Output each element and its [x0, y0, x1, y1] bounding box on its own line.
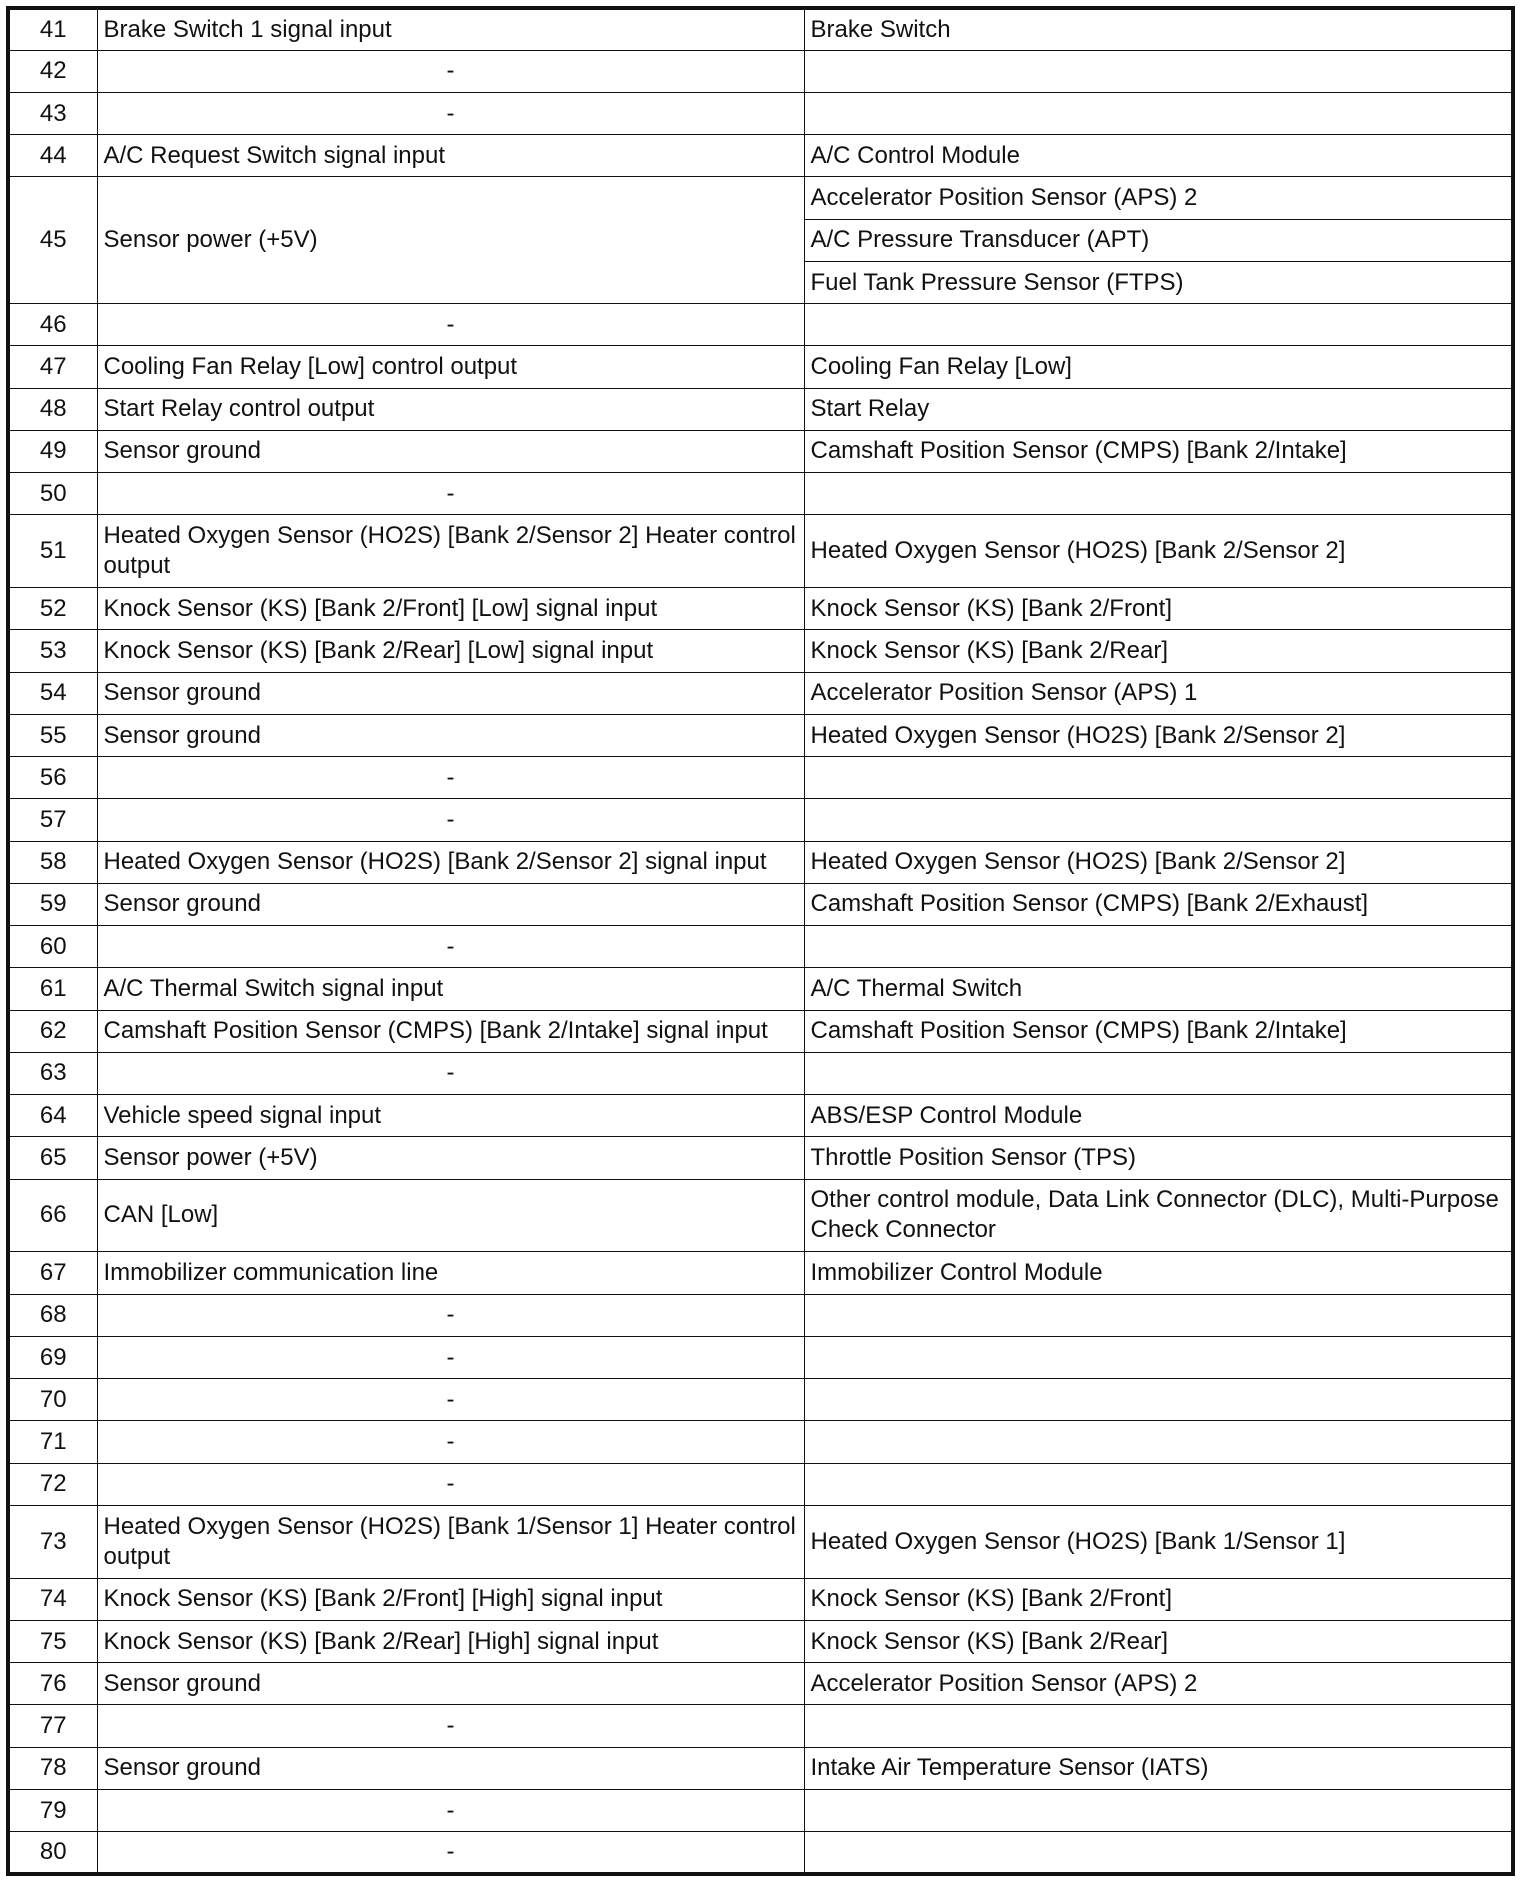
- table-row: [8, 883, 1513, 925]
- description-cell: Start Relay control output: [97, 388, 804, 430]
- table-row: [8, 1663, 1513, 1705]
- connected-to-cell: [804, 1052, 1513, 1094]
- connected-to-cell: Camshaft Position Sensor (CMPS) [Bank 2/Intake]: [804, 430, 1513, 472]
- pin-number-cell: 66: [8, 1179, 97, 1252]
- table-row: [8, 1379, 1513, 1421]
- pin-number-cell: 48: [8, 388, 97, 430]
- pin-number-cell: 42: [8, 50, 97, 92]
- description-cell: Heated Oxygen Sensor (HO2S) [Bank 1/Sensor 1] Heater control output: [97, 1505, 804, 1578]
- connected-to-cell: Other control module, Data Link Connector (DLC), Multi-Purpose Check Connector: [804, 1179, 1513, 1252]
- pin-number-cell: 50: [8, 473, 97, 515]
- pin-number-cell: 74: [8, 1578, 97, 1620]
- connected-to-cell: Knock Sensor (KS) [Bank 2/Rear]: [804, 630, 1513, 672]
- pin-table-body: [8, 8, 1513, 1874]
- pin-number-cell: 60: [8, 926, 97, 968]
- connected-to-cell: Heated Oxygen Sensor (HO2S) [Bank 2/Sensor 2]: [804, 515, 1513, 588]
- table-row: [8, 388, 1513, 430]
- description-cell: -: [97, 799, 804, 841]
- table-row: [8, 430, 1513, 472]
- pin-number-cell: 41: [8, 8, 97, 50]
- description-cell: -: [97, 1705, 804, 1747]
- connected-to-cell: Accelerator Position Sensor (APS) 2: [804, 177, 1513, 219]
- table-row: [8, 1578, 1513, 1620]
- pin-number-cell: 54: [8, 672, 97, 714]
- table-row: [8, 346, 1513, 388]
- description-cell: -: [97, 50, 804, 92]
- description-cell: -: [97, 757, 804, 799]
- pin-number-cell: 53: [8, 630, 97, 672]
- description-cell: -: [97, 1294, 804, 1336]
- connected-to-cell: A/C Thermal Switch: [804, 968, 1513, 1010]
- connected-to-cell: [804, 1789, 1513, 1831]
- description-cell: Sensor ground: [97, 430, 804, 472]
- pin-number-cell: 43: [8, 92, 97, 134]
- description-cell: -: [97, 1789, 804, 1831]
- table-row: [8, 1463, 1513, 1505]
- description-cell: A/C Request Switch signal input: [97, 135, 804, 177]
- table-row: [8, 1789, 1513, 1831]
- description-cell: -: [97, 304, 804, 346]
- description-cell: -: [97, 1832, 804, 1874]
- pin-number-cell: 59: [8, 883, 97, 925]
- description-cell: Sensor ground: [97, 1747, 804, 1789]
- pin-number-cell: 75: [8, 1621, 97, 1663]
- connected-to-cell: [804, 1379, 1513, 1421]
- description-cell: Heated Oxygen Sensor (HO2S) [Bank 2/Sensor 2] signal input: [97, 841, 804, 883]
- connected-to-cell: [804, 1294, 1513, 1336]
- pin-number-cell: 45: [8, 177, 97, 304]
- pin-number-cell: 79: [8, 1789, 97, 1831]
- pin-number-cell: 70: [8, 1379, 97, 1421]
- pin-number-cell: 51: [8, 515, 97, 588]
- connected-to-cell: [804, 1705, 1513, 1747]
- description-cell: Sensor ground: [97, 883, 804, 925]
- connected-to-cell: Intake Air Temperature Sensor (IATS): [804, 1747, 1513, 1789]
- connected-to-cell: Accelerator Position Sensor (APS) 2: [804, 1663, 1513, 1705]
- connected-to-cell: Fuel Tank Pressure Sensor (FTPS): [804, 261, 1513, 303]
- description-cell: -: [97, 473, 804, 515]
- description-cell: Sensor ground: [97, 1663, 804, 1705]
- table-row: [8, 1095, 1513, 1137]
- table-row: [8, 1336, 1513, 1378]
- pin-number-cell: 71: [8, 1421, 97, 1463]
- pin-number-cell: 80: [8, 1832, 97, 1874]
- pin-number-cell: 55: [8, 714, 97, 756]
- pin-number-cell: 69: [8, 1336, 97, 1378]
- pin-number-cell: 65: [8, 1137, 97, 1179]
- table-row: [8, 1052, 1513, 1094]
- description-cell: -: [97, 1421, 804, 1463]
- description-cell: Immobilizer communication line: [97, 1252, 804, 1294]
- description-cell: Camshaft Position Sensor (CMPS) [Bank 2/Intake] signal input: [97, 1010, 804, 1052]
- connected-to-cell: Camshaft Position Sensor (CMPS) [Bank 2/Exhaust]: [804, 883, 1513, 925]
- table-row: [8, 588, 1513, 630]
- connected-to-cell: [804, 1832, 1513, 1874]
- connected-to-cell: [804, 1336, 1513, 1378]
- description-cell: Knock Sensor (KS) [Bank 2/Rear] [Low] signal input: [97, 630, 804, 672]
- table-row: [8, 1421, 1513, 1463]
- description-cell: Vehicle speed signal input: [97, 1095, 804, 1137]
- table-row: [8, 135, 1513, 177]
- table-row: [8, 1705, 1513, 1747]
- table-row: [8, 1505, 1513, 1578]
- connected-to-cell: Start Relay: [804, 388, 1513, 430]
- connected-to-cell: Heated Oxygen Sensor (HO2S) [Bank 1/Sensor 1]: [804, 1505, 1513, 1578]
- table-row: [8, 1137, 1513, 1179]
- table-row: [8, 757, 1513, 799]
- connected-to-cell: Camshaft Position Sensor (CMPS) [Bank 2/Intake]: [804, 1010, 1513, 1052]
- pin-number-cell: 76: [8, 1663, 97, 1705]
- description-cell: -: [97, 1463, 804, 1505]
- table-row: [8, 841, 1513, 883]
- table-row: [8, 8, 1513, 50]
- pin-number-cell: 67: [8, 1252, 97, 1294]
- description-cell: Sensor ground: [97, 714, 804, 756]
- connected-to-cell: ABS/ESP Control Module: [804, 1095, 1513, 1137]
- pin-number-cell: 61: [8, 968, 97, 1010]
- description-cell: Sensor power (+5V): [97, 177, 804, 304]
- pin-number-cell: 56: [8, 757, 97, 799]
- connected-to-cell: [804, 50, 1513, 92]
- connected-to-cell: Cooling Fan Relay [Low]: [804, 346, 1513, 388]
- pin-number-cell: 52: [8, 588, 97, 630]
- pin-number-cell: 46: [8, 304, 97, 346]
- pin-number-cell: 68: [8, 1294, 97, 1336]
- table-row: [8, 672, 1513, 714]
- connected-to-cell: Knock Sensor (KS) [Bank 2/Rear]: [804, 1621, 1513, 1663]
- description-cell: Knock Sensor (KS) [Bank 2/Front] [Low] signal input: [97, 588, 804, 630]
- description-cell: A/C Thermal Switch signal input: [97, 968, 804, 1010]
- table-row: [8, 1010, 1513, 1052]
- connected-to-cell: Immobilizer Control Module: [804, 1252, 1513, 1294]
- table-row: [8, 515, 1513, 588]
- connected-to-cell: Knock Sensor (KS) [Bank 2/Front]: [804, 1578, 1513, 1620]
- connected-to-cell: Knock Sensor (KS) [Bank 2/Front]: [804, 588, 1513, 630]
- connected-to-cell: [804, 304, 1513, 346]
- description-cell: Knock Sensor (KS) [Bank 2/Rear] [High] signal input: [97, 1621, 804, 1663]
- connected-to-cell: A/C Control Module: [804, 135, 1513, 177]
- description-cell: -: [97, 926, 804, 968]
- description-cell: Sensor ground: [97, 672, 804, 714]
- description-cell: -: [97, 1052, 804, 1094]
- pin-number-cell: 64: [8, 1095, 97, 1137]
- connected-to-cell: [804, 92, 1513, 134]
- pin-number-cell: 72: [8, 1463, 97, 1505]
- description-cell: -: [97, 1336, 804, 1378]
- connected-to-cell: [804, 799, 1513, 841]
- table-row: [8, 1747, 1513, 1789]
- table-row: [8, 1179, 1513, 1252]
- table-row: [8, 926, 1513, 968]
- connected-to-cell: Heated Oxygen Sensor (HO2S) [Bank 2/Sensor 2]: [804, 714, 1513, 756]
- description-cell: CAN [Low]: [97, 1179, 804, 1252]
- pin-number-cell: 44: [8, 135, 97, 177]
- connected-to-cell: [804, 757, 1513, 799]
- pin-number-cell: 78: [8, 1747, 97, 1789]
- pin-number-cell: 47: [8, 346, 97, 388]
- description-cell: -: [97, 1379, 804, 1421]
- description-cell: Brake Switch 1 signal input: [97, 8, 804, 50]
- connected-to-cell: Heated Oxygen Sensor (HO2S) [Bank 2/Sensor 2]: [804, 841, 1513, 883]
- pin-number-cell: 57: [8, 799, 97, 841]
- pin-number-cell: 49: [8, 430, 97, 472]
- pin-number-cell: 62: [8, 1010, 97, 1052]
- pin-number-cell: 63: [8, 1052, 97, 1094]
- pin-number-cell: 73: [8, 1505, 97, 1578]
- connected-to-cell: Brake Switch: [804, 8, 1513, 50]
- table-row: [8, 799, 1513, 841]
- connected-to-cell: [804, 1463, 1513, 1505]
- description-cell: Heated Oxygen Sensor (HO2S) [Bank 2/Sensor 2] Heater control output: [97, 515, 804, 588]
- connected-to-cell: Throttle Position Sensor (TPS): [804, 1137, 1513, 1179]
- table-row: [8, 1294, 1513, 1336]
- connected-to-cell: A/C Pressure Transducer (APT): [804, 219, 1513, 261]
- table-row: [8, 1832, 1513, 1874]
- table-row: [8, 92, 1513, 134]
- table-row: [8, 50, 1513, 92]
- connected-to-cell: [804, 1421, 1513, 1463]
- table-row: [8, 304, 1513, 346]
- description-cell: Cooling Fan Relay [Low] control output: [97, 346, 804, 388]
- connected-to-cell: Accelerator Position Sensor (APS) 1: [804, 672, 1513, 714]
- table-row: [8, 968, 1513, 1010]
- connected-to-cell: [804, 926, 1513, 968]
- connected-to-cell: [804, 473, 1513, 515]
- description-cell: Knock Sensor (KS) [Bank 2/Front] [High] signal input: [97, 1578, 804, 1620]
- table-row: [8, 473, 1513, 515]
- table-row: [8, 1621, 1513, 1663]
- pin-number-cell: 77: [8, 1705, 97, 1747]
- pin-number-cell: 58: [8, 841, 97, 883]
- pin-table: [6, 6, 1515, 1876]
- table-row: [8, 1252, 1513, 1294]
- table-row: [8, 630, 1513, 672]
- table-row: [8, 177, 1513, 219]
- table-row: [8, 714, 1513, 756]
- description-cell: Sensor power (+5V): [97, 1137, 804, 1179]
- description-cell: -: [97, 92, 804, 134]
